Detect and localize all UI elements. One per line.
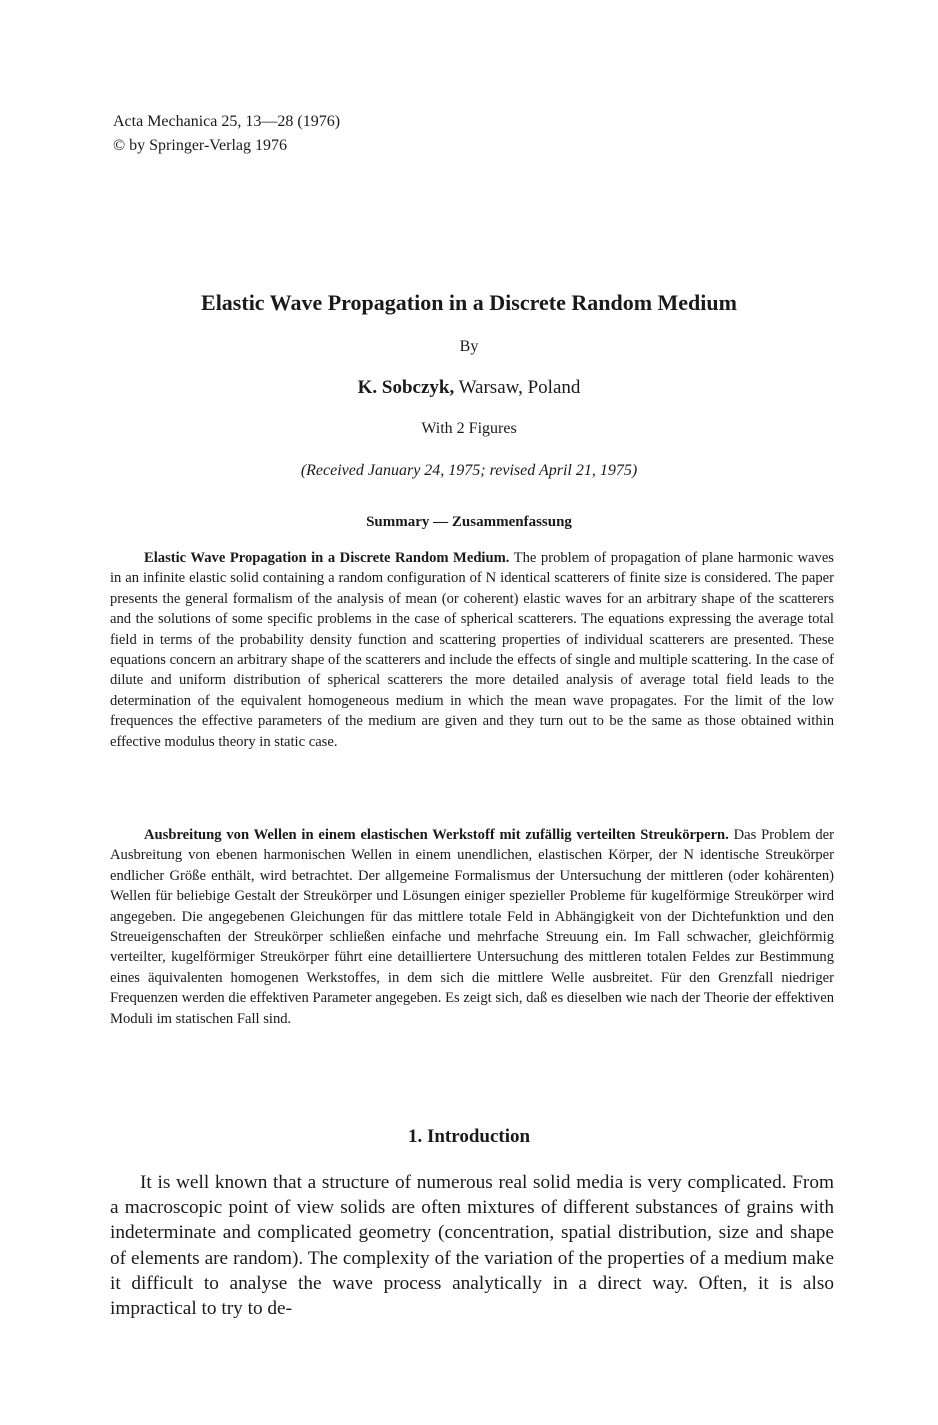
paper-title: Elastic Wave Propagation in a Discrete Random Medium	[201, 290, 737, 315]
introduction-text	[110, 1170, 834, 1321]
figures-note: With 2 Figures	[421, 420, 517, 437]
author-name: K. Sobczyk,	[357, 377, 455, 398]
by-line: By	[459, 338, 479, 355]
journal-header	[113, 110, 340, 158]
abstract-german-lead: Ausbreitung von Wellen in einem elastischen Werkstoff mit zufällig verteilten Streukörpern.	[144, 827, 729, 843]
author-affiliation: Warsaw, Poland	[454, 377, 581, 398]
abstract-english	[110, 548, 834, 752]
abstract-english-body: The problem of propagation of plane harmonic waves in an infinite elastic solid containing a random configuration of N identical scatterers of finite size is considered. The paper presents the general formalism of the analysis of mean (or coherent) elastic waves for an arbitrary shape of the scatterers and the solutions of some specific problems in the case of spherical scatterers. The equations expressing the average total field in terms of the probability density function and scattering properties of individual scatterers are presented. These equations concern an arbitrary shape of the scatterers and include the effects of single and multiple scattering. In the case of dilute and uniform distribution of spherical scatterers the more detailed analysis of average total field leads to the determination of the equivalent homogeneous medium in which the mean wave propagates. For the limit of the low frequences the effective parameters of the medium are given and they turn out to be the same as those obtained within effective modulus theory in static case.	[110, 550, 834, 750]
author-line	[0, 377, 938, 399]
summary-heading: Summary — Zusammenfassung	[366, 514, 572, 530]
introduction-paragraph: It is well known that a structure of numerous real solid media is very complicated. From a macroscopic point of view solids are often mixtures of different substances of grains with indeterminate and complicated geometry (concentration, spatial distribution, size and shape of elements are random). The complexity of the variation of the properties of a medium make it difficult to analyse the wave process analytically in a direct way. Often, it is also impractical to try to de-	[110, 1172, 834, 1320]
journal-citation: Acta Mechanica 25, 13—28 (1976)	[113, 113, 341, 130]
abstract-english-lead: Elastic Wave Propagation in a Discrete Random Medium.	[144, 550, 510, 566]
copyright-notice: © by Springer-Verlag 1976	[113, 137, 288, 154]
abstract-german	[110, 825, 834, 1029]
abstract-german-body: Das Problem der Ausbreitung von ebenen harmonischen Wellen in einem unendlichen, elastischen Körper, der N identische Streukörper endlicher Größe enthält, wird betrachtet. Der allgemeine Formalismus der Untersuchung der mittleren (oder kohärenten) Wellen für beliebige Gestalt der Streukörper und Lösungen einiger spezieller Probleme für kugelförmige Streukörper wird angegeben. Die angegebenen Gleichungen für das mittlere totale Feld in Abhängigkeit von der Dichtefunktion und den Streueigenschaften der Streukörper schließen einfache und mehrfache Streuung ein. Im Fall schwacher, gleichförmig verteilter, kugelförmiger Streukörper führt eine detailliertere Untersuchung des mittleren totalen Feldes zur Bestimmung eines äquivalenten homogenen Werkstoffes, in dem sich die mittlere Welle ausbreitet. Für den Grenzfall niedriger Frequenzen werden die effektiven Parameter angegeben. Es zeigt sich, daß es dieselben wie nach der Theorie der effektiven Moduli im statischen Fall sind.	[110, 827, 835, 1027]
section-heading: 1. Introduction	[407, 1126, 531, 1147]
received-dates: (Received January 24, 1975; revised April 21, 1975)	[300, 462, 638, 479]
